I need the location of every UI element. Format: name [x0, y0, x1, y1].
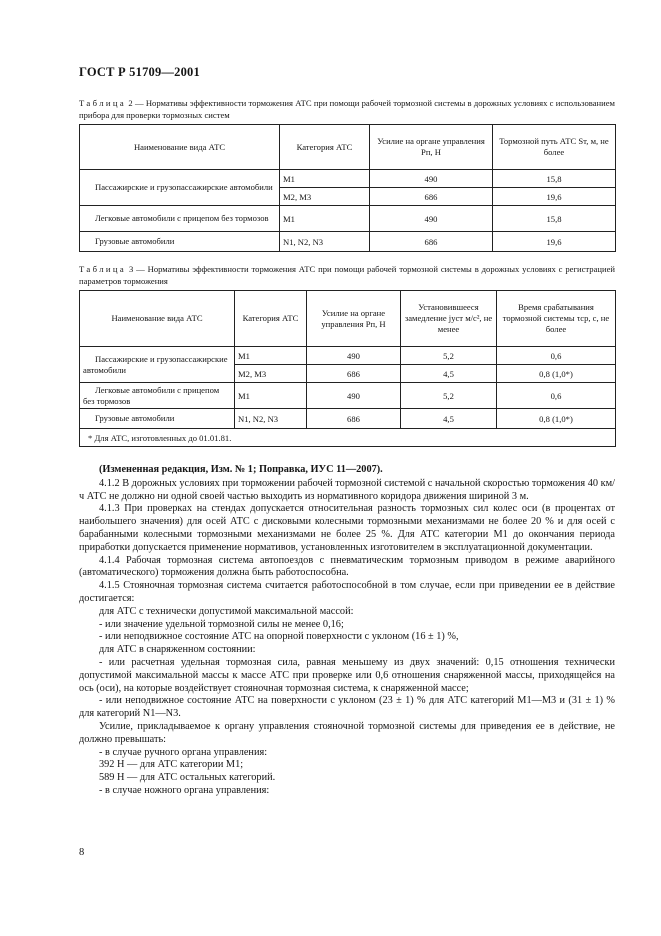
table2-caption-text: 2 — Нормативы эффективности торможения АТС при помощи рабочей тормозной системы в дорожных условиях с использованием прибора для проверки тормозных систем	[79, 98, 615, 120]
table3-row-deceleration: 4,5	[401, 365, 497, 383]
table3-col-force: Усилие на органе управления Pп, Н	[307, 291, 401, 347]
document-header: ГОСТ Р 51709—2001	[79, 65, 200, 79]
table3-footnote-row	[80, 429, 616, 447]
table3-row-force: 490	[307, 383, 401, 409]
table2-row-force: 686	[370, 188, 493, 206]
table2-header-row	[80, 125, 616, 170]
table3-row-force: 686	[307, 365, 401, 383]
page-number: 8	[79, 847, 85, 858]
table2-row-force: 686	[370, 232, 493, 252]
table3-row-response-time: 0,8 (1,0*)	[497, 365, 616, 383]
table2-row-category: M1	[280, 206, 370, 232]
table2-row-category: M1	[280, 170, 370, 188]
paragraph-4-1-5: 4.1.5 Стояночная тормозная система считается работоспособной в том случае, если при приведении ее в действие достигается:	[79, 580, 615, 604]
table3-caption	[79, 264, 615, 287]
list-line: 392 Н — для АТС категории M1;	[99, 759, 244, 771]
table-row	[80, 206, 616, 232]
table3-row-category: M2, M3	[235, 365, 307, 383]
table3-row-category: N1, N2, N3	[235, 409, 307, 429]
table2-caption-lead: Таблица	[79, 98, 127, 108]
table2-col-distance: Тормозной путь АТС Sт, м, не более	[493, 125, 616, 170]
amendment-note: (Измененная редакция, Изм. № 1; Поправка, ИУС 11—2007).	[99, 464, 383, 475]
table3-row-name: Легковые автомобили с прицепом без тормозов	[80, 383, 235, 409]
table-row	[80, 383, 616, 409]
table2-row-name: Грузовые автомобили	[80, 232, 280, 252]
table2-row-distance: 19,6	[493, 188, 616, 206]
table3-row-name: Пассажирские и грузопассажирские автомобили	[80, 347, 235, 383]
table2-caption	[79, 98, 615, 121]
list-line: для АТС в снаряженном состоянии:	[99, 644, 256, 656]
table3-row-name: Грузовые автомобили	[80, 409, 235, 429]
list-line: - или расчетная удельная тормозная сила, равная меньшему из двух значений: 0,15 отношения технически допустимой максимальной массы к массе АТС при проверке или 0,6 отношения снаряженной массы, приходящейся на ось (оси), на которые воздействует стояночная тормозная система, к снаряженной массе;	[79, 656, 615, 694]
table3-row-response-time: 0,6	[497, 347, 616, 365]
table-row	[80, 170, 616, 188]
table2-row-force: 490	[370, 170, 493, 188]
table2-row-distance: 15,8	[493, 170, 616, 188]
table3-row-deceleration: 5,2	[401, 347, 497, 365]
table3-footnote: * Для АТС, изготовленных до 01.01.81.	[80, 429, 616, 447]
list-line: Усилие, прикладываемое к органу управления стояночной тормозной системы для приведения ее в действие, не должно превышать:	[79, 720, 615, 745]
table2-col-force: Усилие на органе управления Pп, Н	[370, 125, 493, 170]
table3-col-category: Категория АТС	[235, 291, 307, 347]
table2-row-name: Пассажирские и грузопассажирские автомобили	[80, 170, 280, 206]
table2-col-category: Категория АТС	[280, 125, 370, 170]
table2-row-force: 490	[370, 206, 493, 232]
list-line: - в случае ножного органа управления:	[99, 784, 270, 796]
table2-row-name: Легковые автомобили с прицепом без тормозов	[80, 206, 280, 232]
table3-row-force: 686	[307, 409, 401, 429]
list-line: для АТС с технически допустимой максимальной массой:	[99, 605, 354, 617]
table-row	[80, 232, 616, 252]
table3-row-response-time: 0,6	[497, 383, 616, 409]
table3-col-name: Наименование вида АТС	[80, 291, 235, 347]
table3-row-category: M1	[235, 347, 307, 365]
list-line: - или значение удельной тормозной силы не менее 0,16;	[99, 618, 344, 630]
paragraph-4-1-3: 4.1.3 При проверках на стендах допускается относительная разность тормозных сил колес оси (в процентах от наибольшего значения) для осей АТС с дисковыми колесными тормозными механизмами не более 20 % и для осей с барабанными колесными тормозными механизмами не более 25 %. Для АТС категории M1 до окончания периода приработки допускается применение нормативов, установленных изготовителем в эксплуатационной документации.	[79, 503, 615, 553]
table2-row-category: M2, M3	[280, 188, 370, 206]
list-line: - или неподвижное состояние АТС на опорной поверхности с уклоном (16 ± 1) %,	[99, 631, 459, 643]
table3	[79, 290, 616, 447]
table3-row-response-time: 0,8 (1,0*)	[497, 409, 616, 429]
table2	[79, 124, 616, 252]
table3-row-category: M1	[235, 383, 307, 409]
table3-col-response-time: Время срабатывания тормозной системы τср, с, не более	[497, 291, 616, 347]
table3-row-deceleration: 5,2	[401, 383, 497, 409]
paragraph-4-1-2: 4.1.2 В дорожных условиях при торможении рабочей тормозной системой с начальной скоростью торможения 40 км/ч АТС не должно ни одной своей частью выходить из нормативного коридора движения шириной 3 м.	[79, 477, 615, 502]
list-line: 589 Н — для АТС остальных категорий.	[99, 772, 276, 784]
table3-header-row	[80, 291, 616, 347]
table3-row-force: 490	[307, 347, 401, 365]
table3-col-deceleration: Установившееся замедление jуст м/с², не менее	[401, 291, 497, 347]
table2-row-distance: 19,6	[493, 232, 616, 252]
paragraph-4-1-4: 4.1.4 Рабочая тормозная система автопоездов с пневматическим тормозным приводом в режиме аварийного (автоматического) торможения должна быть работоспособна.	[79, 554, 615, 579]
table2-col-name: Наименование вида АТС	[80, 125, 280, 170]
table2-row-category: N1, N2, N3	[280, 232, 370, 252]
table-row	[80, 409, 616, 429]
list-line: - в случае ручного органа управления:	[99, 746, 268, 758]
table-row	[80, 347, 616, 365]
table2-row-distance: 15,8	[493, 206, 616, 232]
body-text	[79, 464, 615, 798]
table3-row-deceleration: 4,5	[401, 409, 497, 429]
table3-caption-lead: Таблица	[79, 264, 127, 274]
list-line: - или неподвижное состояние АТС на поверхности с уклоном (23 ± 1) % для АТС категорий M1—M3 и (31 ± 1) % для категорий N1—N3.	[79, 695, 615, 720]
table3-caption-text: 3 — Нормативы эффективности торможения АТС при помощи рабочей тормозной системы в дорожных условиях с регистрацией параметров торможения	[79, 264, 615, 286]
